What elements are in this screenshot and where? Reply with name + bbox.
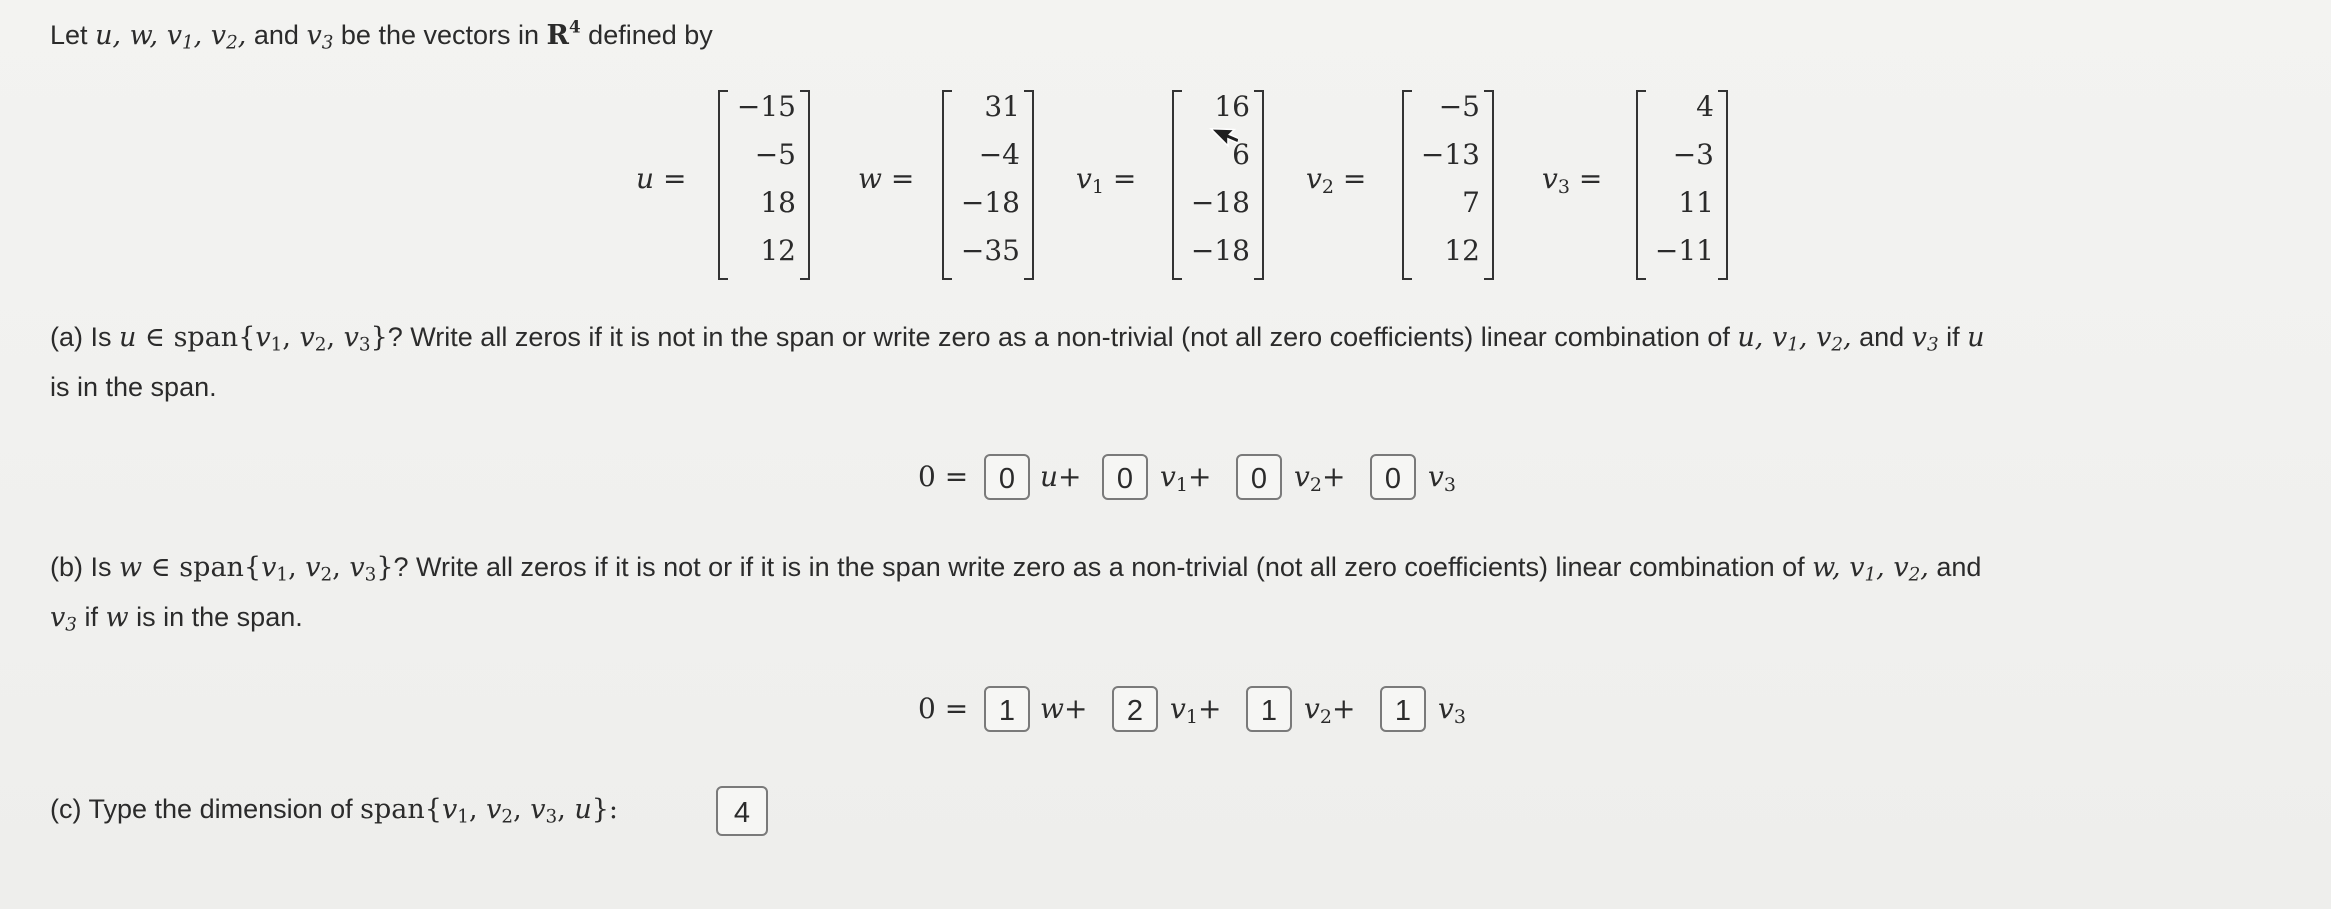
part-b-term-v1: $v_1+$ (1170, 692, 1222, 728)
vector-v2-entry: −13 (1420, 138, 1480, 171)
part-b-coef-v2-input[interactable]: 1 (1246, 686, 1292, 732)
vector-v3-entry: 4 (1696, 90, 1714, 123)
part-b-coef-v3-input[interactable]: 1 (1380, 686, 1426, 732)
part-a-coef-u-input[interactable]: 0 (984, 454, 1030, 500)
mouse-pointer-icon (1208, 121, 1238, 155)
intro-vars: u, w, $v_1$, $v_2$, (95, 20, 247, 54)
vector-v1-entry: −18 (1190, 186, 1250, 219)
vector-v2-entry: −5 (1438, 90, 1480, 123)
vector-v3-label: $v_3$ = (1542, 162, 1603, 198)
vector-v1-entry: 16 (1214, 90, 1250, 123)
intro-defined-by: defined by (588, 20, 713, 50)
vector-v2-entry: 12 (1444, 234, 1480, 267)
part-a-term-u: u+ (1040, 460, 1082, 493)
vector-v3-matrix (1636, 90, 1728, 282)
part-c-dimension-input[interactable]: 4 (716, 786, 768, 836)
intro-line (50, 16, 713, 54)
vector-w-matrix (942, 90, 1034, 282)
vector-w-entry: −4 (978, 138, 1020, 171)
vector-v3-entry: −3 (1672, 138, 1714, 171)
vector-u-label: u = (636, 162, 687, 195)
part-c-question: (c) Type the dimension of $span\{v_1$, $v_2$, $v_3$, u}: (50, 794, 619, 828)
vector-u-entry: −15 (736, 90, 796, 123)
intro-space: $R^4$ (546, 16, 581, 51)
vector-v2-entry: 7 (1462, 186, 1480, 219)
part-b-term-v2: $v_2+$ (1304, 692, 1356, 728)
vector-u-entry: 12 (760, 234, 796, 267)
vector-w-label: w = (858, 162, 915, 195)
part-b-coef-w-input[interactable]: 1 (984, 686, 1030, 732)
part-b-term-v3: $v_3$ (1438, 692, 1466, 728)
vector-u-entry: −5 (754, 138, 796, 171)
part-a-coef-v1-input[interactable]: 0 (1102, 454, 1148, 500)
part-a-term-v2: $v_2+$ (1294, 460, 1346, 496)
part-a-term-v1: $v_1+$ (1160, 460, 1212, 496)
vector-v1-entry: −18 (1190, 234, 1250, 267)
part-b-equation: 0 = (918, 692, 969, 725)
vector-v1-entry: 6 (1232, 138, 1250, 171)
part-b-coef-v1-input[interactable]: 2 (1112, 686, 1158, 732)
part-a-line2: is in the span. (50, 372, 217, 402)
vector-v1-label: $v_1$ = (1076, 162, 1137, 198)
vector-v3-entry: −11 (1654, 234, 1714, 267)
part-b-line2: $v_3$ if w is in the span. (50, 602, 303, 636)
vector-w-entry: −35 (960, 234, 1020, 267)
intro-v3: $v_3$ (306, 20, 334, 54)
vector-v2-label: $v_2$ = (1306, 162, 1367, 198)
intro-let: Let (50, 20, 88, 50)
part-a-term-v3: $v_3$ (1428, 460, 1456, 496)
intro-and: and (253, 20, 299, 50)
part-a-equation: 0 = (918, 460, 969, 493)
vector-w-entry: −18 (960, 186, 1020, 219)
vector-v2-matrix (1402, 90, 1494, 282)
intro-be-the: be the vectors in (340, 20, 540, 50)
part-b-term-w: w+ (1040, 692, 1088, 725)
part-b-question: (b) Is w ∈ $span\{v_1$, $v_2$, $v_3$}? Write all zeros if it is not or if it is in the span write zero as a non-trivial (not all zero coefficients) linear combination of w, $v_1$, $v_2$, and (50, 552, 1982, 586)
vector-v1-matrix (1172, 90, 1264, 282)
part-a-coef-v2-input[interactable]: 0 (1236, 454, 1282, 500)
vector-u-entry: 18 (760, 186, 796, 219)
part-a-coef-v3-input[interactable]: 0 (1370, 454, 1416, 500)
vector-u-matrix (718, 90, 810, 282)
vector-w-entry: 31 (984, 90, 1020, 123)
vector-v3-entry: 11 (1678, 186, 1714, 219)
part-a-question: (a) Is u ∈ $span\{v_1$, $v_2$, $v_3$}? Write all zeros if it is not in the span or write zero as a non-trivial (not all zero coefficients) linear combination of u, $v_1$, $v_2$, and $v_3$ if u (50, 322, 1985, 356)
